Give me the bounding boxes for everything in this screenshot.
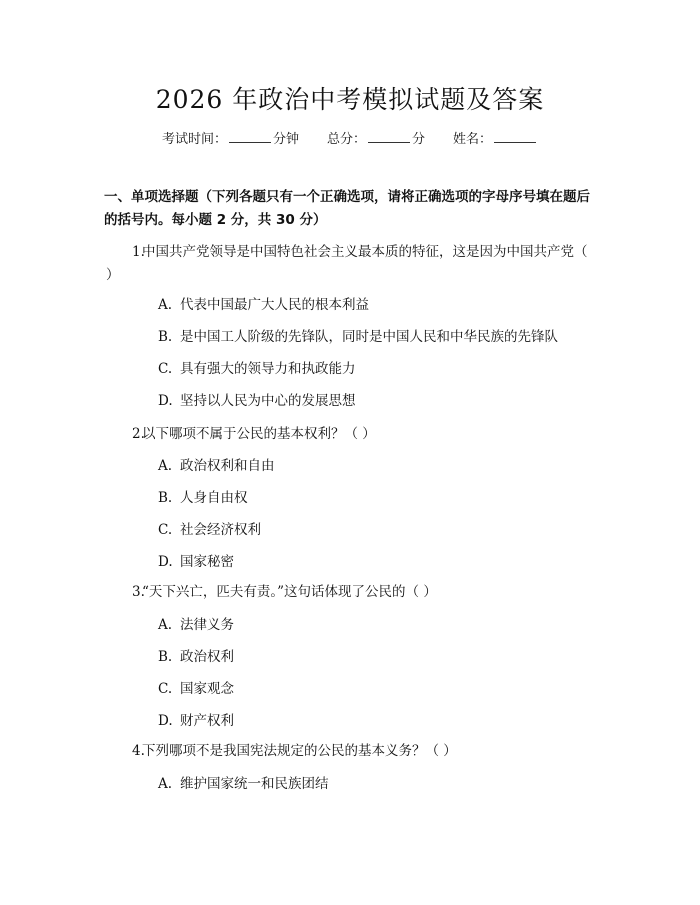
time-label: 考试时间：: [161, 132, 227, 147]
option-text: 具有强大的领导力和执政能力: [180, 361, 356, 377]
total-score-field: [327, 128, 425, 147]
option-3b: [158, 647, 598, 667]
question-4: [106, 740, 598, 763]
option-letter: C.: [158, 361, 173, 377]
option-text: 财产权利: [180, 713, 234, 729]
option-letter: D.: [158, 554, 173, 570]
option-text: 代表中国最广大人民的根本利益: [180, 297, 369, 313]
option-text: 坚持以人民为中心的发展思想: [180, 393, 356, 409]
option-letter: B.: [158, 329, 173, 345]
option-3a: [158, 615, 598, 635]
question-number: 2.: [132, 426, 145, 442]
question-number: 1.: [132, 244, 145, 260]
question-1: [106, 241, 598, 287]
option-3c: [158, 679, 598, 699]
question-text: 下列哪项不是我国宪法规定的公民的基本义务？（ ）: [142, 743, 457, 759]
option-text: 维护国家统一和民族团结: [180, 776, 329, 792]
option-2b: [158, 488, 598, 508]
question-3: [106, 581, 598, 604]
option-4a: [158, 774, 598, 794]
score-blank: [368, 130, 410, 143]
exam-time-field: [162, 128, 299, 147]
option-letter: C.: [158, 681, 173, 697]
option-letter: D.: [158, 393, 173, 409]
question-2: [106, 423, 598, 446]
option-1a: [158, 295, 598, 315]
option-text: 法律义务: [180, 617, 234, 633]
question-number: 3.: [132, 584, 145, 600]
time-blank: [229, 130, 271, 143]
option-text: 是中国工人阶级的先锋队，同时是中国人民和中华民族的先锋队: [180, 329, 558, 345]
option-text: 国家观念: [180, 681, 234, 697]
question-text: 以下哪项不属于公民的基本权利？（ ）: [142, 426, 376, 442]
option-text: 国家秘密: [180, 554, 234, 570]
option-letter: B.: [158, 490, 173, 506]
option-1b: [158, 327, 598, 347]
question-text: “天下兴亡，匹夫有责。”这句话体现了公民的（ ）: [142, 584, 437, 600]
option-2c: [158, 520, 598, 540]
option-letter: C.: [158, 522, 173, 538]
exam-meta: [0, 128, 700, 147]
option-text: 社会经济权利: [180, 522, 261, 538]
option-letter: A.: [158, 617, 173, 633]
option-text: 人身自由权: [180, 490, 248, 506]
student-name-field: [453, 128, 538, 147]
name-label: 姓名：: [453, 132, 493, 147]
option-text: 政治权利: [180, 649, 234, 665]
time-unit: 分钟: [272, 132, 299, 147]
option-2d: [158, 552, 598, 572]
name-blank: [494, 130, 536, 143]
option-letter: A.: [158, 776, 173, 792]
score-unit: 分: [412, 132, 426, 147]
option-letter: A.: [158, 458, 173, 474]
question-number: 4.: [132, 743, 145, 759]
section-heading: 一、单项选择题（下列各题只有一个正确选项，请将正确选项的字母序号填在题后的括号内。每小题 2 分，共 30 分）: [104, 189, 590, 228]
page-title: 2026 年政治中考模拟试题及答案: [155, 85, 545, 114]
option-3d: [158, 711, 598, 731]
option-2a: [158, 456, 598, 476]
option-letter: B.: [158, 649, 173, 665]
question-text: 中国共产党领导是中国特色社会主义最本质的特征，这是因为中国共产党（ ）: [106, 244, 588, 283]
option-letter: D.: [158, 713, 173, 729]
score-label: 总分：: [326, 132, 366, 147]
option-letter: A.: [158, 297, 173, 313]
option-1c: [158, 359, 598, 379]
option-1d: [158, 391, 598, 411]
option-text: 政治权利和自由: [180, 458, 275, 474]
